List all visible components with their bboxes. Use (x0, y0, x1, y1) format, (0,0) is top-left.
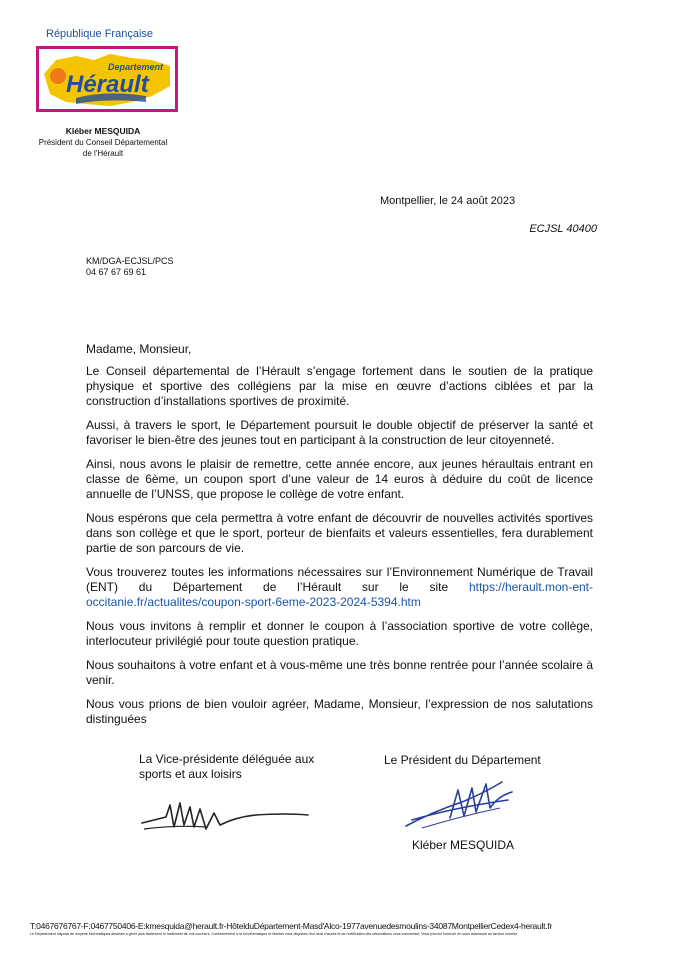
paragraph-3: Ainsi, nous avons le plaisir de remettre, cette année encore, aux jeunes héraultais entrant en classe de 6ème, un coupon sport d’une valeur de 14 euros à déduire du coût de licence annuelle de l’UNSS, que propose le collège de votre enfant. (86, 457, 593, 501)
logo-sun-icon (50, 68, 66, 84)
paragraph-2: Aussi, à travers le sport, le Département poursuit le double objectif de préserver la santé et favoriser le bien-être des jeunes tout en participant à la construction de leur citoyenneté. (86, 418, 593, 447)
president-signature (402, 772, 520, 834)
ent-link[interactable]: https://herault.mon-ent-occitanie.fr/actualites/coupon-sport-6eme-2023-2024-5394.htm (86, 580, 593, 609)
herault-department-logo (36, 46, 178, 112)
phone-number: 04 67 67 69 61 (86, 267, 147, 277)
vice-president-label (139, 752, 339, 782)
footer-notice: Le Département dispose de moyens informatiques destinés à gérer plus facilement le traitement de vos courriers. Conformément à la loi informatique et libertés vous disposez d'un droit d'accès et de rectification des informations vous concernant. Vous pouvez l'exercer en vous adressant au service courrier. (30, 932, 519, 936)
president-name: Kléber MESQUIDA (412, 838, 515, 852)
place-date: Montpellier, le 24 août 2023 (380, 195, 516, 207)
footer-contact: T:0467676767-F:0467750406-E:kmesquida@herault.fr-HôtelduDépartement-Masd'Alco-1977avenuedesmoulins-34087MontpellierCedex4-herault.fr (30, 921, 553, 931)
internal-reference (86, 256, 174, 278)
president-label: Le Président du Département (384, 753, 541, 767)
logo-main-text: Hérault (66, 71, 149, 98)
letter-reference: ECJSL 40400 (529, 223, 597, 235)
vice-president-title-line1: La Vice-présidente déléguée aux (139, 752, 315, 766)
logo-top-text: Departement (108, 62, 164, 72)
paragraph-1: Le Conseil départemental de l’Hérault s’engage fortement dans le soutien de la pratique physique et sportive des collégiens par la mise en œuvre d’actions ciblées et par la construction d’installations sportives de proximité. (86, 364, 593, 408)
paragraph-4: Nous espérons que cela permettra à votre enfant de découvrir de nouvelles activités sportives dans son collège et que le sport, porteur de bienfaits et valeurs essentielles, fera durablement partie de son parcours de vie. (86, 511, 593, 555)
sender-name: Kléber MESQUIDA (65, 126, 141, 136)
letter-body (86, 342, 593, 736)
paragraph-5 (86, 565, 593, 610)
sender-role-line1: Président du Conseil Départemental (38, 138, 168, 147)
paragraph-6: Nous vous invitons à remplir et donner le coupon à l’association sportive de votre collège, interlocuteur privilégié pour toute question pratique. (86, 619, 593, 648)
republique-francaise-label: République Française (46, 28, 154, 40)
km-reference: KM/DGA-ECJSL/PCS (86, 256, 174, 266)
paragraph-5-text: Vous trouverez toutes les informations nécessaires sur l’Environnement Numérique de Travail (ENT) du Département de l’Hérault sur le site (86, 565, 593, 594)
sender-role (22, 138, 184, 159)
paragraph-8: Nous vous prions de bien vouloir agréer, Madame, Monsieur, l’expression de nos salutations distinguées (86, 697, 593, 726)
sender-role-line2: de l'Hérault (82, 148, 124, 158)
vice-president-title-line2: sports et aux loisirs (139, 767, 242, 781)
vice-president-signature (136, 795, 311, 843)
salutation: Madame, Monsieur, (86, 342, 192, 356)
paragraph-7: Nous souhaitons à votre enfant et à vous-même une très bonne rentrée pour l’année scolaire à venir. (86, 658, 593, 687)
